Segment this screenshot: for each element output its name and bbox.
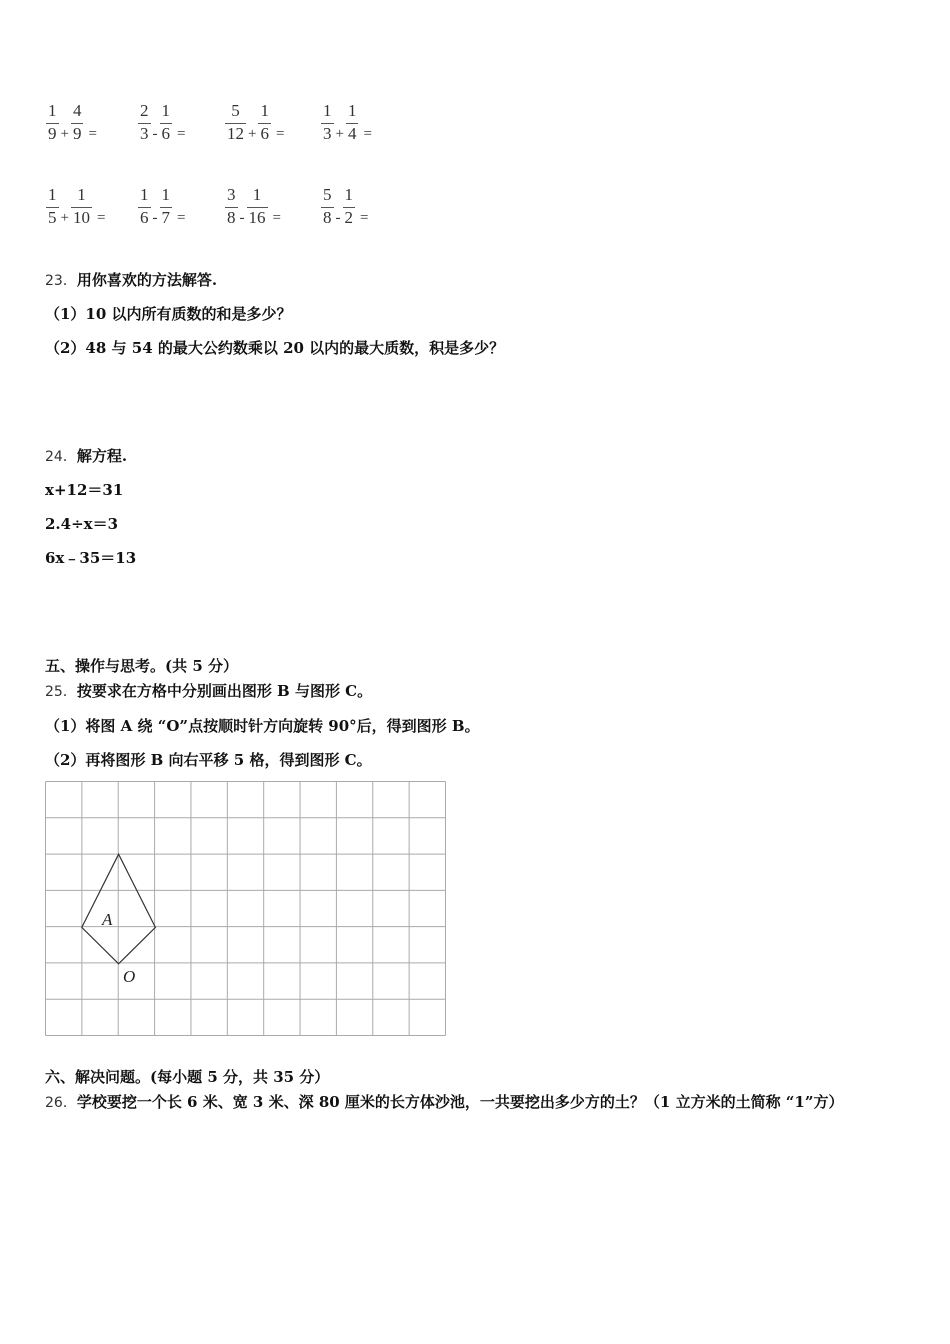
numerator: 1 [48,101,57,120]
denominator: 10 [72,208,90,227]
equals-sign: = [96,210,106,226]
question-25-title [45,681,372,702]
equation-2: 2.4÷x＝3 [45,515,119,533]
denominator: 16 [248,208,266,227]
numerator: 3 [227,185,236,204]
fraction [160,101,173,144]
fraction [71,185,92,228]
equation-1: x+12＝31 [45,481,124,499]
question-25-part-2: （2）再将图形 B 向右平移 5 格，得到图形 C。 [45,751,372,769]
fraction-expression [320,185,368,228]
numerator: 1 [161,101,170,120]
label-o: O [123,967,136,986]
fraction [321,101,334,144]
grid-lines [46,782,446,1036]
denominator: 5 [48,208,57,227]
question-25-text: 按要求在方格中分别画出图形 B 与图形 C。 [76,682,373,700]
question-26-number: 26． [45,1095,77,1111]
section-6-heading: 六、解决问题。(每小题 5 分，共 35 分） [45,1068,330,1086]
label-a: A [102,910,113,929]
numerator: 1 [140,185,149,204]
numerator: 1 [161,185,170,204]
grid-figure [45,781,447,1037]
fraction [343,185,356,228]
fraction [225,185,238,228]
equation-3: 6x﹣35＝13 [45,549,137,567]
operator: + [60,126,69,142]
operator: + [248,126,257,142]
numerator: 5 [323,185,332,204]
denominator: 9 [48,124,57,143]
question-24-number: 24． [45,449,77,465]
operator: + [335,126,344,142]
numerator: 1 [48,185,57,204]
fraction [46,101,59,144]
equals-sign: = [88,126,97,142]
equals-sign: = [275,126,285,142]
fraction-expression [224,185,281,228]
question-26-text: 学校要挖一个长 6 米、宽 3 米、深 80 厘米的长方体沙池，一共要挖出多少方的土？（1 立方米的土简称 “1”方） [76,1093,844,1111]
fraction [138,101,151,144]
equals-sign: = [360,210,369,226]
denominator: 8 [227,208,236,227]
numerator: 1 [323,101,332,120]
denominator: 7 [161,208,170,227]
operator: - [152,126,158,142]
denominator: 3 [323,124,332,143]
question-23-title [45,270,217,291]
question-23-part-1: （1）10 以内所有质数的和是多少？ [45,305,292,323]
fraction [225,101,246,144]
section-5-heading: 五、操作与思考。(共 5 分） [45,657,238,675]
fraction-expression [137,185,185,228]
denominator: 12 [227,124,244,143]
fraction-expression [45,101,97,144]
denominator: 6 [140,208,149,227]
numerator: 4 [72,101,82,120]
question-24-title [45,446,127,467]
question-25-part-1: （1）将图 A 绕 “O”点按顺时针方向旋转 90°后，得到图形 B。 [45,717,480,735]
question-24-text: 解方程. [76,447,128,465]
fraction [247,185,268,228]
question-23-text: 用你喜欢的方法解答. [76,271,218,289]
numerator: 1 [260,101,269,120]
question-23-number: 23． [45,273,77,289]
numerator: 1 [77,185,86,204]
question-23-part-2: （2）48 与 54 的最大公约数乘以 20 以内的最大质数，积是多少？ [45,339,505,357]
fraction [160,185,173,228]
denominator: 4 [347,124,357,143]
denominator: 8 [323,208,332,227]
fraction [258,101,271,144]
equals-sign: = [177,126,186,142]
numerator: 1 [347,101,357,120]
fraction [138,185,151,228]
operator: - [239,210,245,226]
numerator: 1 [252,185,262,204]
fraction-expression [45,185,105,228]
operator: + [60,210,69,226]
fraction [46,185,59,228]
fraction-expression [224,101,284,144]
operator: - [335,210,341,226]
question-26 [45,1092,844,1113]
fraction-expression [137,101,185,144]
denominator: 2 [344,208,353,227]
numerator: 5 [231,101,240,120]
operator: - [152,210,158,226]
denominator: 6 [161,124,170,143]
denominator: 3 [140,124,149,143]
denominator: 6 [260,124,269,143]
numerator: 1 [344,185,353,204]
equals-sign: = [177,210,186,226]
equals-sign: = [272,210,281,226]
fraction [71,101,84,144]
numerator: 2 [140,101,149,120]
fraction [346,101,359,144]
fraction-expression [320,101,372,144]
fraction [321,185,334,228]
question-25-number: 25． [45,684,77,700]
denominator: 9 [72,124,82,143]
equals-sign: = [363,126,372,142]
